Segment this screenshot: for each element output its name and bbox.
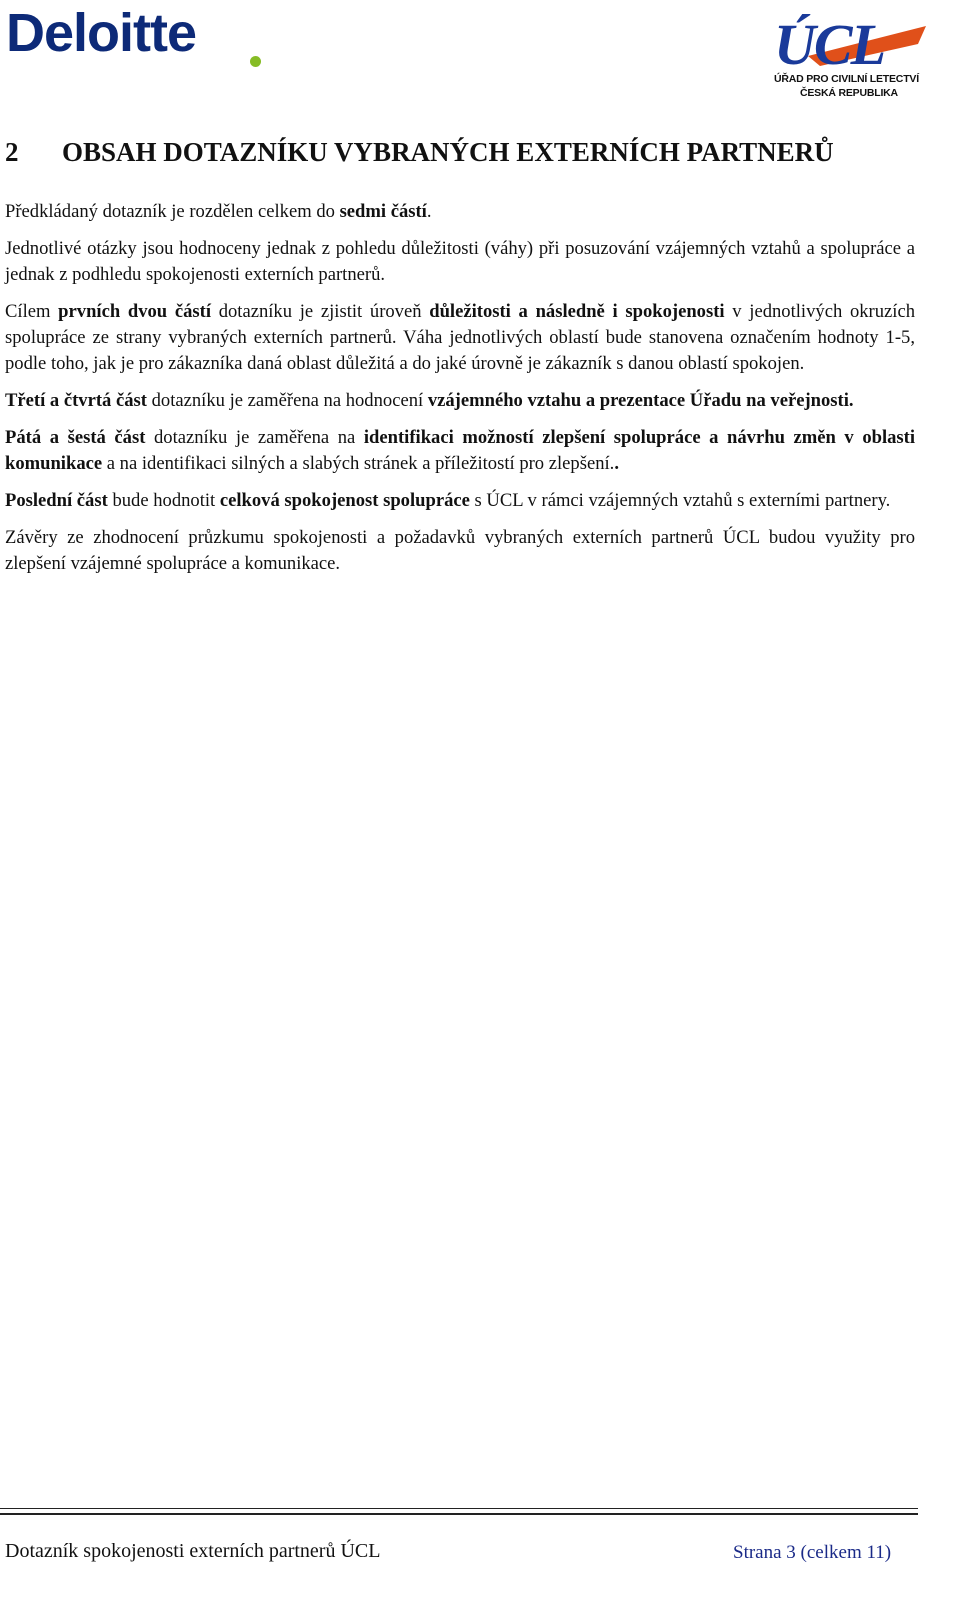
bold-text: .	[614, 453, 619, 474]
section-title: OBSAH DOTAZNÍKU VYBRANÝCH EXTERNÍCH PARTNERŮ	[62, 137, 834, 167]
ucl-logo-mark	[768, 4, 928, 74]
paragraph-2	[5, 236, 915, 288]
bold-text: identifikaci možností zlepšení spolupráce a návrhu změn v oblasti komunikace	[5, 427, 916, 474]
svg-text:ÚCL: ÚCL	[774, 12, 884, 74]
paragraph-4	[5, 388, 915, 414]
footer-document-title: Dotazník spokojenosti externích partnerů ÚCL	[5, 1540, 381, 1562]
text: Cílem	[5, 301, 59, 322]
text: Předkládaný dotazník je rozdělen celkem do	[5, 201, 340, 222]
text: .	[426, 201, 432, 222]
text: v jednotlivých okruzích spolupráce ze strany vybraných externích partnerů. Váha jednotlivých oblastí bude stanovena označením hodnoty 1-5, podle toho, jak je pro zákazníka daná oblast důležitá a do jaké úrovně je zákazník s danou oblastí spokojen.	[5, 301, 916, 374]
paragraph-6	[5, 488, 915, 514]
footer-page-number: Strana 3 (celkem 11)	[733, 1542, 892, 1563]
text: a na identifikaci silných a slabých stránek a příležitostí pro zlepšení.	[102, 453, 615, 474]
text: dotazníku je zjistit úroveň	[211, 301, 430, 322]
text: Závěry ze zhodnocení průzkumu spokojenosti a požadavků vybraných externích partnerů ÚCL budou využity pro zlepšení vzájemné spolupráce a komunikace.	[5, 527, 915, 574]
paragraph-7	[5, 525, 915, 577]
paragraph-5	[5, 425, 915, 477]
text: s ÚCL v rámci vzájemných vztahů s externími partnery.	[469, 490, 891, 511]
paragraph-1	[5, 199, 915, 225]
bold-text: důležitosti a následně i spokojenosti	[429, 301, 725, 322]
deloitte-logo-dot	[250, 56, 261, 67]
bold-text: Pátá a šestá část	[5, 427, 146, 448]
deloitte-logo	[6, 3, 266, 67]
bold-text: Třetí a čtvrtá část	[5, 390, 147, 411]
text: dotazníku je zaměřena na	[145, 427, 364, 448]
footer-divider	[0, 1508, 918, 1515]
text: dotazníku je zaměřena na hodnocení	[146, 390, 428, 411]
ucl-logo-subtitle-2: ČESKÁ REPUBLIKA	[800, 87, 898, 99]
deloitte-logo-text: Deloitte	[6, 3, 197, 63]
section-number: 2	[5, 137, 19, 167]
section-heading	[5, 136, 834, 168]
bold-text: sedmi částí	[339, 201, 427, 222]
bold-text: celková spokojenost spolupráce	[219, 490, 470, 511]
bold-text: Poslední část	[5, 490, 108, 511]
ucl-logo	[768, 4, 928, 104]
text: Jednotlivé otázky jsou hodnoceny jednak z pohledu důležitosti (váhy) při posuzování vzájemných vztahů a spolupráce a jednak z podhledu spokojenosti externích partnerů.	[5, 238, 915, 285]
document-body	[5, 199, 915, 588]
bold-text: vzájemného vztahu a prezentace Úřadu na veřejnosti.	[427, 390, 854, 411]
bold-text: prvních dvou částí	[58, 301, 211, 322]
paragraph-3	[5, 299, 915, 377]
text: bude hodnotit	[107, 490, 220, 511]
ucl-logo-subtitle-1: ÚŘAD PRO CIVILNÍ LETECTVÍ	[774, 73, 919, 85]
